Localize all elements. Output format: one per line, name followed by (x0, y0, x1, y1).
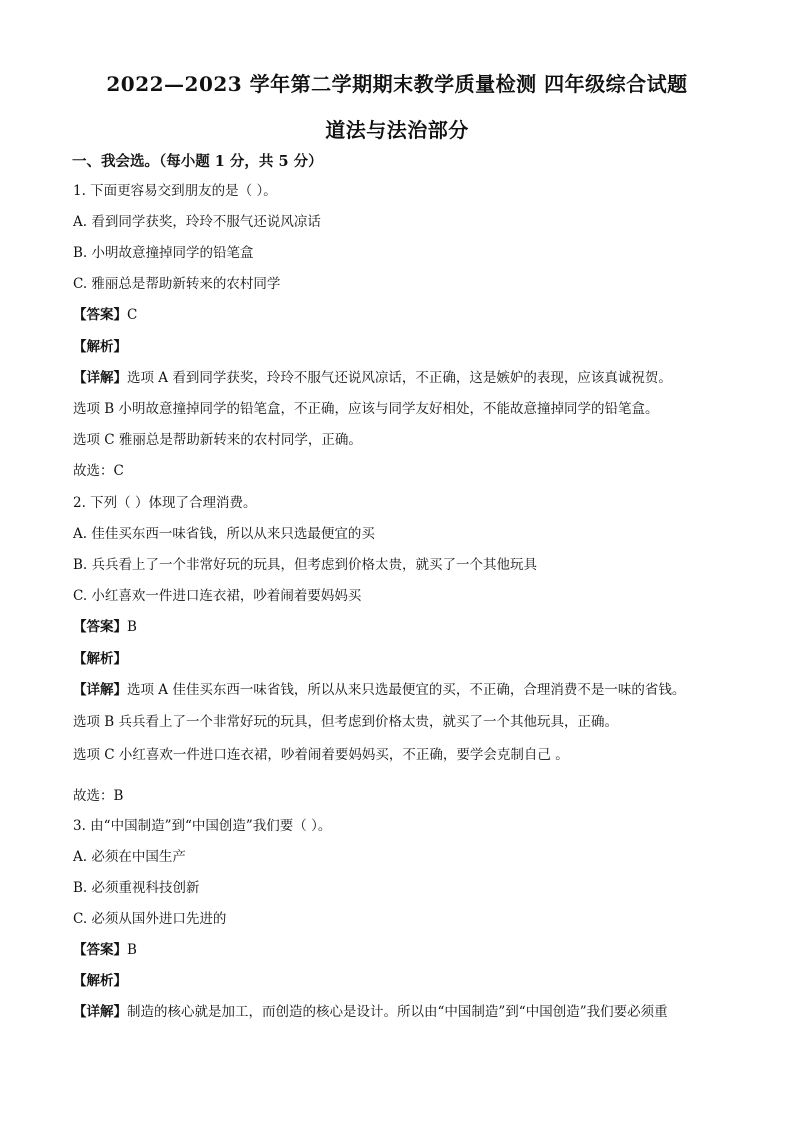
detail-text: 选项 A 看到同学获奖，玲玲不服气还说风凉话，不正确，这是嫉妒的表现，应该真诚祝贺。 (127, 370, 672, 386)
page-subtitle: 道法与法治部分 (325, 118, 469, 142)
answer-value: C (127, 307, 138, 323)
answer-tag: 【答案】 (73, 619, 127, 635)
q1-option-c: C. 雅丽总是帮助新转来的农村同学 (73, 276, 281, 292)
q3-option-c: C. 必须从国外进口先进的 (73, 911, 227, 927)
answer-value: B (127, 619, 137, 635)
q3-stem: 3. 由“中国制造”到“中国创造”我们要（ ）。 (73, 818, 332, 834)
q1-stem: 1. 下面更容易交到朋友的是（ ）。 (73, 183, 277, 199)
q2-detail-1 (73, 681, 685, 699)
q2-stem: 2. 下列（ ）体现了合理消费。 (73, 495, 257, 511)
q2-analysis-tag: 【解析】 (73, 651, 127, 667)
detail-text: 制造的核心就是加工，而创造的核心是设计。所以由“中国制造”到“中国创造”我们要必须重 (127, 1004, 668, 1020)
q2-detail-3: 选项 C 小红喜欢一件进口连衣裙，吵着闹着要妈妈买，不正确，要学会克制自己 。 (73, 747, 569, 763)
answer-tag: 【答案】 (73, 307, 127, 323)
q3-option-a: A. 必须在中国生产 (73, 849, 186, 865)
detail-tag: 【详解】 (73, 682, 127, 698)
q3-answer (73, 941, 137, 959)
section-heading: 一、我会选。（每小题 1 分，共 5 分） (72, 153, 323, 170)
q1-option-a: A. 看到同学获奖，玲玲不服气还说风凉话 (73, 214, 321, 230)
q1-analysis-tag: 【解析】 (73, 339, 127, 355)
q1-detail-1 (73, 369, 672, 387)
detail-tag: 【详解】 (73, 1004, 127, 1020)
page-title: 2022—2023 学年第二学期期末教学质量检测 四年级综合试题 (106, 72, 688, 96)
q1-detail-3: 选项 C 雅丽总是帮助新转来的农村同学，正确。 (73, 432, 362, 448)
q3-analysis-tag: 【解析】 (73, 973, 127, 989)
q2-conclusion: 故选：B (73, 788, 124, 804)
q1-conclusion: 故选：C (73, 463, 124, 479)
detail-text: 选项 A 佳佳买东西一味省钱，所以从来只选最便宜的买，不正确，合理消费不是一味的省钱。 (127, 682, 686, 698)
q2-option-c: C. 小红喜欢一件进口连衣裙，吵着闹着要妈妈买 (73, 588, 362, 604)
q1-detail-2: 选项 B 小明故意撞掉同学的铅笔盒，不正确，应该与同学友好相处，不能故意撞掉同学的铅笔盒。 (73, 401, 659, 417)
answer-tag: 【答案】 (73, 942, 127, 958)
q1-option-b: B. 小明故意撞掉同学的铅笔盒 (73, 245, 254, 261)
detail-tag: 【详解】 (73, 370, 127, 386)
answer-value: B (127, 942, 137, 958)
q2-detail-2: 选项 B 兵兵看上了一个非常好玩的玩具，但考虑到价格太贵，就买了一个其他玩具，正确。 (73, 714, 619, 730)
q2-option-a: A. 佳佳买东西一味省钱，所以从来只选最便宜的买 (73, 526, 375, 542)
q3-detail-1 (73, 1003, 668, 1021)
q2-answer (73, 618, 137, 636)
q1-answer (73, 306, 137, 324)
q3-option-b: B. 必须重视科技创新 (73, 880, 200, 896)
q2-option-b: B. 兵兵看上了一个非常好玩的玩具，但考虑到价格太贵，就买了一个其他玩具 (73, 557, 538, 573)
